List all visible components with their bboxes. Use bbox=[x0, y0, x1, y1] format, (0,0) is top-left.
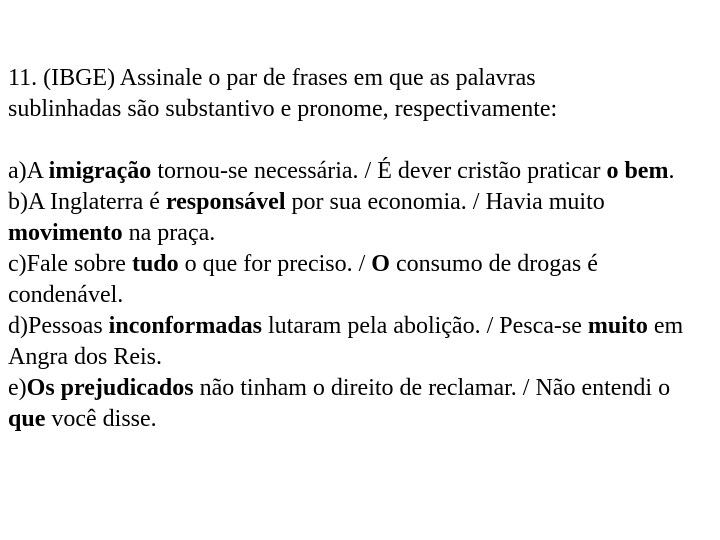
option-c-marker: c) bbox=[8, 251, 27, 277]
option-c-text-3: consumo de drogas é condenável. bbox=[8, 251, 598, 308]
option-c bbox=[8, 249, 708, 311]
question-line-1: 11. (IBGE) Assinale o par de frases em que as palavras bbox=[8, 65, 536, 91]
option-a-text-2: tornou-se necessária. / É dever cristão praticar bbox=[151, 158, 607, 184]
option-a bbox=[8, 156, 708, 187]
option-c-text-1: Fale sobre bbox=[26, 251, 132, 277]
option-b-text-2: por sua economia. / Havia muito bbox=[285, 189, 605, 215]
question-slide bbox=[8, 63, 708, 435]
option-a-marker: a) bbox=[8, 158, 27, 184]
option-d-text-1: Pessoas bbox=[28, 313, 109, 339]
option-d-text-2: lutaram pela abolição. / Pesca-se bbox=[262, 313, 588, 339]
option-d-highlight-1: inconformadas bbox=[108, 313, 263, 339]
option-e-highlight-1: Os prejudicados bbox=[26, 375, 194, 401]
option-c-text-2: o que for preciso. / bbox=[178, 251, 372, 277]
option-a-text-1: A bbox=[26, 158, 49, 184]
option-b-highlight-2: movimento bbox=[8, 220, 123, 246]
option-b-marker: b) bbox=[8, 189, 28, 215]
option-b-highlight-1: responsável bbox=[165, 189, 286, 215]
option-c-highlight-1: tudo bbox=[131, 251, 179, 277]
option-d bbox=[8, 311, 708, 373]
question-line-2: sublinhadas são substantivo e pronome, respectivamente: bbox=[8, 96, 558, 122]
option-a-highlight-1: imigração bbox=[48, 158, 152, 184]
option-c-highlight-2: O bbox=[371, 251, 390, 277]
option-e-text-2: não tinham o direito de reclamar. / Não entendi o bbox=[193, 375, 671, 401]
option-e-text-3: você disse. bbox=[45, 406, 157, 432]
option-a-highlight-2: o bem bbox=[606, 158, 669, 184]
option-b-text-3: na praça. bbox=[122, 220, 216, 246]
option-b bbox=[8, 187, 708, 249]
option-d-text-3: em Angra dos Reis. bbox=[8, 313, 684, 370]
option-e bbox=[8, 373, 708, 435]
option-a-text-3: . bbox=[668, 158, 675, 184]
option-b-text-1: A Inglaterra é bbox=[28, 189, 166, 215]
option-e-highlight-2: que bbox=[8, 406, 46, 432]
option-e-marker: e) bbox=[8, 375, 27, 401]
question-statement bbox=[8, 63, 708, 125]
option-d-highlight-2: muito bbox=[587, 313, 648, 339]
option-d-marker: d) bbox=[8, 313, 28, 339]
